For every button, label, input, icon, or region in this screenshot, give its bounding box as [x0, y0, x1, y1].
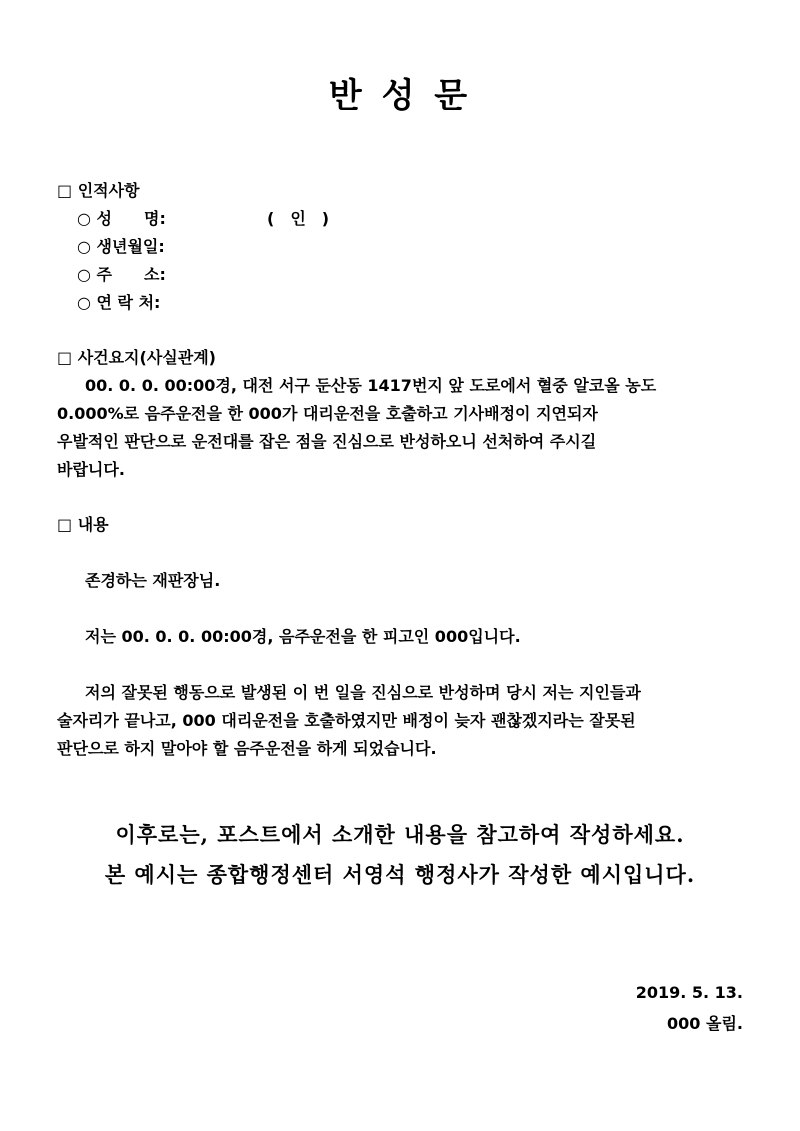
body-line: 판단으로 하지 말아야 할 음주운전을 하게 되었습니다.	[57, 739, 437, 758]
notice-line: 본 예시는 종합행정센터 서영석 행정사가 작성한 예시입니다.	[104, 862, 696, 887]
intro-line: 저는 00. 0. 0. 00:00경, 음주운전을 한 피고인 000입니다.	[85, 627, 521, 646]
signature-date: 2019. 5. 13.	[635, 983, 743, 1002]
page-title: 반 성 문	[328, 76, 472, 116]
facts-line: 00. 0. 0. 00:00경, 대전 서구 둔산동 1417번지 앞 도로에서 혈중 알코올 농도	[85, 376, 657, 395]
address-label: ○ 주 소:	[77, 265, 166, 284]
personal-heading: □ 인적사항	[57, 181, 140, 200]
facts-line: 0.000%로 음주운전을 한 000가 대리운전을 호출하고 기사배정이 지연되자	[57, 404, 598, 423]
facts-heading: □ 사건요지(사실관계)	[57, 348, 216, 367]
birth-label: ○ 생년월일:	[77, 237, 165, 256]
name-label: ○ 성 명:	[77, 209, 166, 228]
content-heading: □ 내용	[57, 515, 109, 534]
body-line: 저의 잘못된 행동으로 발생된 이 번 일을 진심으로 반성하며 당시 저는 지인들과	[85, 683, 641, 702]
signature-signer: 000 올림.	[667, 1014, 743, 1033]
facts-line: 우발적인 판단으로 운전대를 잡은 점을 진심으로 반성하오니 선처하여 주시길	[57, 432, 597, 451]
greeting: 존경하는 재판장님.	[85, 571, 221, 590]
contact-label: ○ 연 락 처:	[77, 293, 161, 312]
facts-line: 바랍니다.	[57, 460, 125, 479]
notice-line: 이후로는, 포스트에서 소개한 내용을 참고하여 작성하세요.	[115, 822, 685, 847]
body-line: 술자리가 끝나고, 000 대리운전을 호출하였지만 배정이 늦자 괜찮겠지라는 잘못된	[57, 711, 636, 730]
seal-mark: ( 인 )	[267, 209, 330, 228]
